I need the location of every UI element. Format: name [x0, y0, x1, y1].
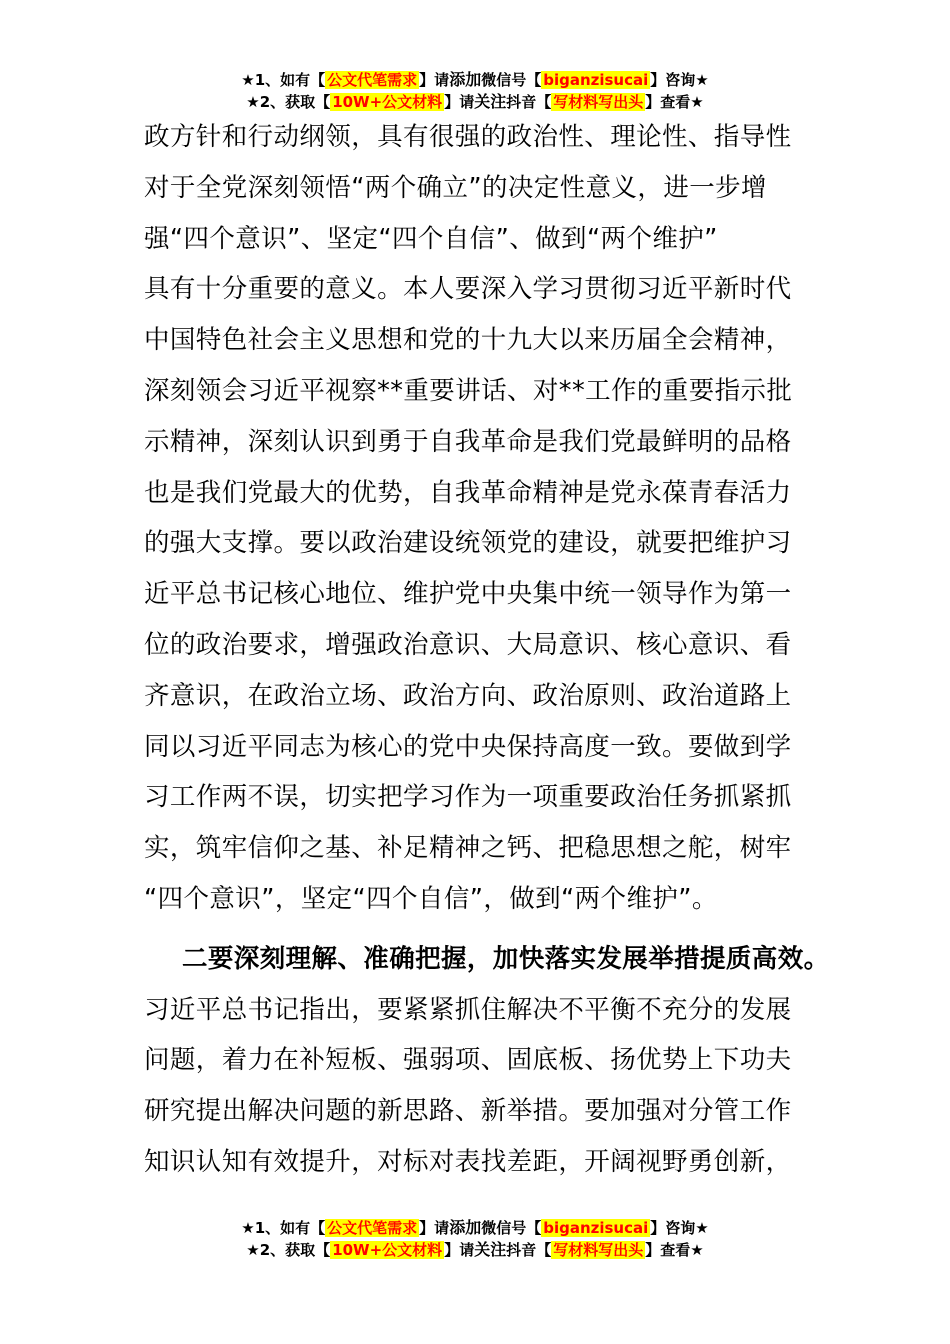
banner-text: ★2、获取【 — [246, 93, 331, 111]
banner-text: ★1、如有【 — [241, 1219, 326, 1237]
banner-emphasis: 添加 — [449, 70, 482, 89]
banner-text: 抖音【 — [506, 93, 552, 111]
body-line: “四个意识”，坚定“四个自信”，做到“两个维护”。 — [144, 883, 718, 914]
section-heading: 二要深刻理解、准确把握，加快落实发展举措提质高效。 — [182, 943, 830, 974]
banner-line-1 — [0, 1217, 950, 1239]
body-line: 同以习近平同志为核心的党中央保持高度一致。要做到学 — [144, 731, 792, 762]
body-line: 实，筑牢信仰之基、补足精神之钙、把稳思想之舵，树牢 — [144, 833, 792, 864]
body-line: 习近平总书记指出，要紧紧抓住解决不平衡不充分的发展 — [144, 994, 792, 1025]
highlight-service: 公文代笔需求 — [327, 1219, 418, 1237]
banner-text: 】咨询★ — [650, 71, 709, 89]
banner-text: 】请 — [444, 93, 475, 111]
body-line: 政方针和行动纲领，具有很强的政治性、理论性、指导性 — [144, 122, 792, 152]
header-banner — [0, 69, 950, 113]
body-line: 的强大支撑。要以政治建设统领党的建设，就要把维护习 — [144, 528, 792, 559]
body-line: 习工作两不误，切实把学习作为一项重要政治任务抓紧抓 — [144, 782, 792, 813]
banner-text: 】请 — [419, 71, 450, 89]
banner-line-2 — [0, 1239, 950, 1261]
body-line: 问题，着力在补短板、强弱项、固底板、扬优势上下功夫 — [144, 1045, 792, 1076]
banner-text: ★2、获取【 — [246, 1241, 331, 1259]
highlight-wechat-id: biganzisucai — [543, 1219, 649, 1237]
body-line: 齐意识，在政治立场、政治方向、政治原则、政治道路上 — [144, 680, 792, 711]
body-line: 具有十分重要的意义。本人要深入学习贯彻习近平新时代 — [144, 274, 792, 305]
banner-emphasis: 关注 — [474, 1240, 507, 1259]
highlight-materials: 10W+公文材料 — [332, 1241, 443, 1259]
body-line: 深刻领会习近平视察**重要讲话、对**工作的重要指示批 — [144, 375, 793, 406]
highlight-service: 公文代笔需求 — [327, 71, 418, 89]
banner-text: 】请 — [419, 1219, 450, 1237]
body-line: 对于全党深刻领悟“两个确立”的决定性意义，进一步增 — [144, 172, 767, 203]
footer-banner — [0, 1217, 950, 1261]
body-line: 知识认知有效提升，对标对表找差距，开阔视野勇创新， — [144, 1146, 792, 1177]
banner-emphasis: 关注 — [474, 92, 507, 111]
body-line: 也是我们党最大的优势，自我革命精神是党永葆青春活力 — [144, 477, 792, 508]
highlight-douyin: 写材料写出头 — [553, 1241, 644, 1259]
body-line: 示精神，深刻认识到勇于自我革命是我们党最鲜明的品格 — [144, 426, 792, 457]
banner-text: 】请 — [444, 1241, 475, 1259]
highlight-materials: 10W+公文材料 — [332, 93, 443, 111]
body-line: 位的政治要求，增强政治意识、大局意识、核心意识、看 — [144, 629, 792, 660]
banner-text: 】查看★ — [645, 93, 704, 111]
body-line: 近平总书记核心地位、维护党中央集中统一领导作为第一 — [144, 579, 792, 610]
banner-text: 抖音【 — [506, 1241, 552, 1259]
body-line: 研究提出解决问题的新思路、新举措。要加强对分管工作 — [144, 1096, 792, 1127]
banner-text: ★1、如有【 — [241, 71, 326, 89]
body-line: 强“四个意识”、坚定“四个自信”、做到“两个维护” — [144, 223, 718, 254]
document-body — [144, 112, 830, 1188]
body-line: 中国特色社会主义思想和党的十九大以来历届全会精神， — [144, 325, 792, 356]
banner-line-2 — [0, 91, 950, 113]
banner-text: 微信号【 — [481, 1219, 542, 1237]
banner-text: 】查看★ — [645, 1241, 704, 1259]
banner-emphasis: 添加 — [449, 1218, 482, 1237]
banner-line-1 — [0, 69, 950, 91]
banner-text: 微信号【 — [481, 71, 542, 89]
highlight-douyin: 写材料写出头 — [553, 93, 644, 111]
highlight-wechat-id: biganzisucai — [543, 71, 649, 89]
banner-text: 】咨询★ — [650, 1219, 709, 1237]
